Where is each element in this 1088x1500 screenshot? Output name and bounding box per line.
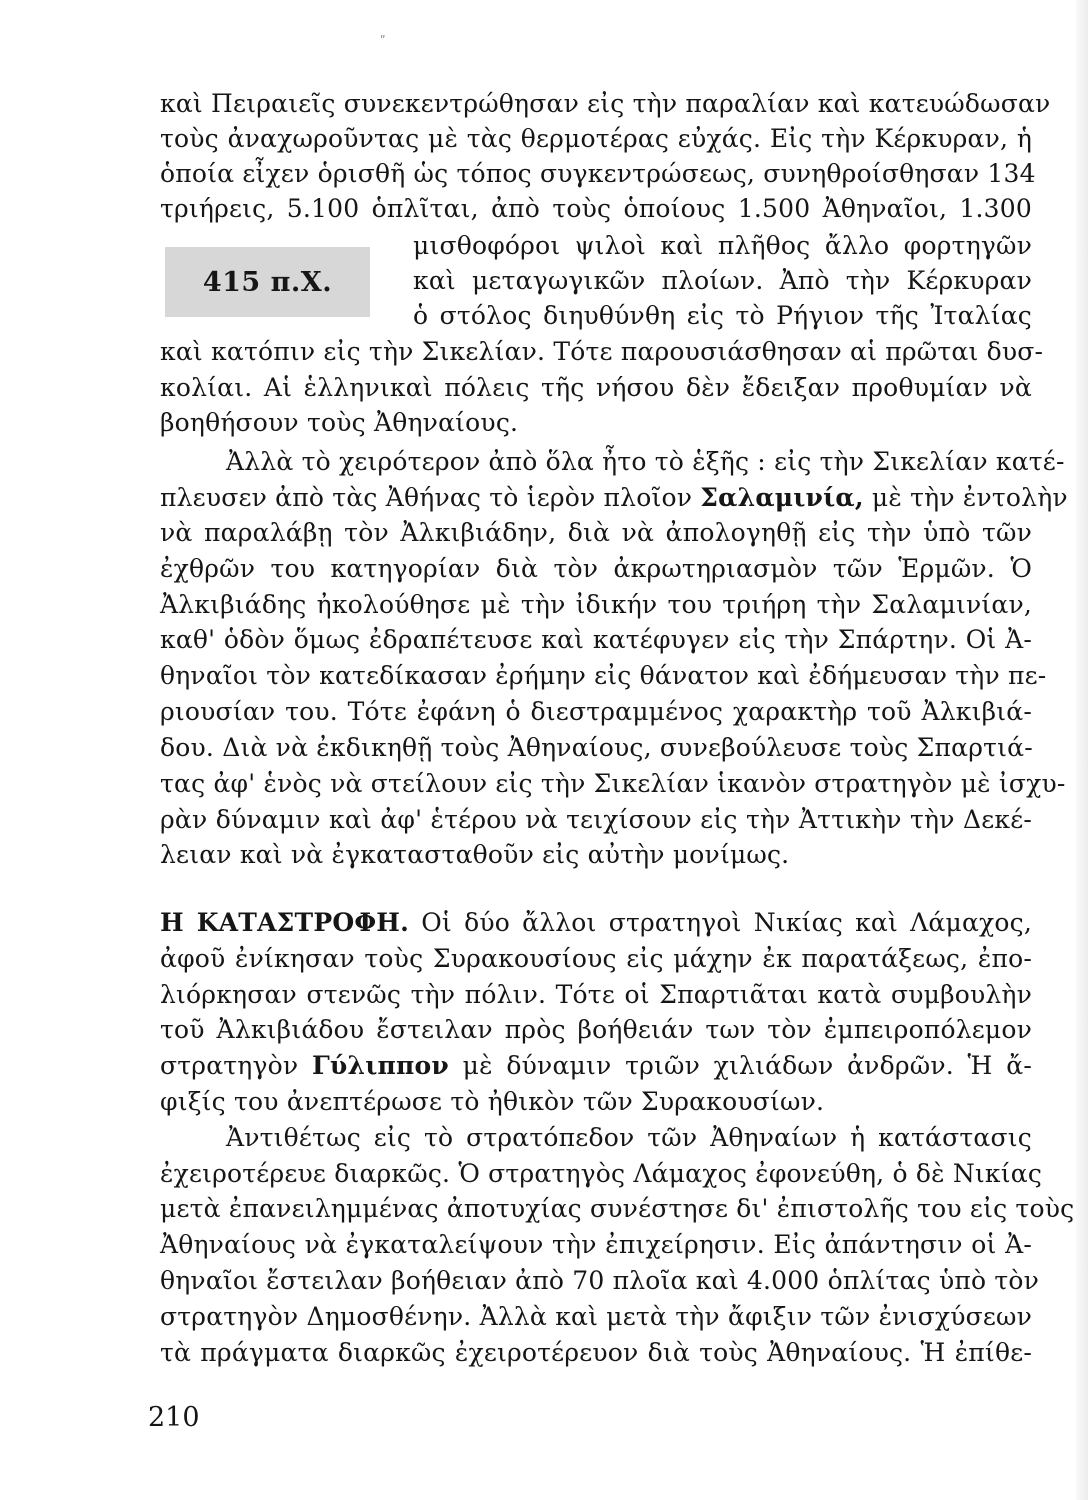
text-line-13: νὰ παραλάβῃ τὸν Ἀλκιβιάδην, διὰ νὰ ἀπολογηθῇ εἰς τὴν ὑπὸ τῶν — [160, 518, 1032, 547]
text-run: πλευσεν ἀπὸ τὰς Ἀθήνας τὸ ἱερὸν πλοῖον — [160, 483, 693, 512]
text-line-23 — [160, 907, 1032, 939]
text-line-15: Ἀλκιβιάδης ἠκολούθησε μὲ τὴν ἰδικήν του τριήρη τὴν Σαλαμινίαν, — [160, 590, 1032, 619]
margin-date-box — [165, 247, 370, 317]
text-line-34: στρατηγὸν Δημοσθένην. Ἀλλὰ καὶ μετὰ τὴν ἄφιξιν τῶν ἐνισχύσεων — [160, 1302, 1032, 1331]
text-line-27 — [160, 1050, 1032, 1082]
text-line-3: ὁποία εἶχεν ὁρισθῆ ὡς τόπος συγκεντρώσεως, συνηθροίσθησαν 134 — [160, 159, 1036, 188]
text-line-17: θηναῖοι τὸν κατεδίκασαν ἐρήμην εἰς θάνατον καὶ ἐδήμευσαν τὴν πε- — [160, 661, 1047, 690]
text-line-9: κολίαι. Αἱ ἑλληνικαὶ πόλεις τῆς νήσου δὲν ἔδειξαν προθυμίαν νὰ — [160, 373, 1032, 402]
margin-date: 415 π.Χ. — [202, 266, 333, 298]
text-line-1: καὶ Πειραιεῖς συνεκεντρώθησαν εἰς τὴν παραλίαν καὶ κατευώδωσαν — [160, 89, 1051, 118]
text-line-29: Ἀντιθέτως εἰς τὸ στρατόπεδον τῶν Ἀθηναίων ἡ κατάστασις — [226, 1123, 1032, 1152]
text-line-26: τοῦ Ἀλκιβιάδου ἔστειλαν πρὸς βοήθειάν των τὸν ἐμπειροπόλεμον — [160, 1015, 1032, 1044]
text-line-2: τοὺς ἀναχωροῦντας μὲ τὰς θερμοτέρας εὐχάς. Εἰς τὴν Κέρκυραν, ἡ — [160, 124, 1032, 153]
text-line-11: Ἀλλὰ τὸ χειρότερον ἀπὸ ὅλα ἦτο τὸ ἑξῆς : εἰς τὴν Σικελίαν κατέ- — [226, 447, 1065, 476]
page-number: 210 — [148, 1402, 200, 1433]
text-line-24: ἀφοῦ ἐνίκησαν τοὺς Συρακουσίους εἰς μάχην ἐκ παρατάξεως, ἐπο- — [160, 944, 1032, 973]
text-line-33: θηναῖοι ἔστειλαν βοήθειαν ἀπὸ 70 πλοῖα καὶ 4.000 ὁπλίτας ὑπὸ τὸν — [160, 1266, 1040, 1295]
text-line-31: μετὰ ἐπανειλημμένας ἀποτυχίας συνέστησε δι' ἐπιστολῆς του εἰς τοὺς — [160, 1194, 1075, 1223]
text-line-19: δου. Διὰ νὰ ἐκδικηθῇ τοὺς Ἀθηναίους, συνεβούλευσε τοὺς Σπαρτιά- — [160, 733, 1033, 762]
text-line-30: ἐχειροτέρευε διαρκῶς. Ὁ στρατηγὸς Λάμαχος ἐφονεύθη, ὁ δὲ Νικίας — [160, 1159, 1043, 1188]
text-line-7: ὁ στόλος διηυθύνθη εἰς τὸ Ρήγιον τῆς Ἰταλίας — [413, 301, 1032, 330]
text-line-28: φιξίς του ἀνεπτέρωσε τὸ ἠθικὸν τῶν Συρακουσίων. — [160, 1087, 825, 1116]
text-line-18: ριουσίαν του. Τότε ἐφάνη ὁ διεστραμμένος χαρακτὴρ τοῦ Ἀλκιβιά- — [160, 697, 1032, 726]
text-line-6: καὶ μεταγωγικῶν πλοίων. Ἀπὸ τὴν Κέρκυραν — [413, 266, 1032, 295]
text-line-10: βοηθήσουν τοὺς Ἀθηναίους. — [160, 408, 519, 437]
text-line-12 — [160, 482, 1068, 514]
text-run: μὲ δύναμιν τριῶν χιλιάδων ἀνδρῶν. Ἡ ἄ- — [462, 1051, 1032, 1080]
text-run: Οἱ δύο ἄλλοι στρατηγοὶ Νικίας καὶ Λάμαχος, — [421, 908, 1032, 937]
text-run: μὲ τὴν ἐντολὴν — [871, 483, 1068, 512]
text-line-35: τὰ πράγματα διαρκῶς ἐχειροτέρευον διὰ τοὺς Ἀθηναίους. Ἡ ἐπίθε- — [160, 1338, 1032, 1367]
text-line-14: ἐχθρῶν του κατηγορίαν διὰ τὸν ἀκρωτηριασμὸν τῶν Ἑρμῶν. Ὁ — [160, 554, 1032, 583]
text-line-25: λιόρκησαν στενῶς τὴν πόλιν. Τότε οἱ Σπαρτιᾶται κατὰ συμβουλὴν — [160, 980, 1032, 1009]
text-line-16: καθ' ὁδὸν ὅμως ἐδραπέτευσε καὶ κατέφυγεν εἰς τὴν Σπάρτην. Οἱ Ἀ- — [160, 625, 1032, 654]
ship-name-salaminia: Σαλαμινία, — [700, 483, 864, 512]
name-gylippos: Γύλιππον — [311, 1051, 449, 1080]
text-line-8: καὶ κατόπιν εἰς τὴν Σικελίαν. Τότε παρουσιάσθησαν αἱ πρῶται δυσ- — [160, 337, 1044, 366]
text-line-32: Ἀθηναίους νὰ ἐγκαταλείψουν τὴν ἐπιχείρησιν. Εἰς ἀπάντησιν οἱ Ἀ- — [160, 1230, 1032, 1259]
text-run: στρατηγὸν — [160, 1051, 299, 1080]
section-heading: Η ΚΑΤΑΣΤΡΟΦΗ. — [160, 908, 410, 937]
page-edge-shadow — [1076, 0, 1088, 1500]
print-speck: ʺ — [380, 34, 386, 48]
text-line-4: τριήρεις, 5.100 ὁπλῖται, ἀπὸ τοὺς ὁποίους 1.500 Ἀθηναῖοι, 1.300 — [160, 194, 1032, 223]
text-line-22: λειαν καὶ νὰ ἐγκατασταθοῦν εἰς αὐτὴν μονίμως. — [160, 840, 790, 869]
text-line-21: ρὰν δύναμιν καὶ ἀφ' ἑτέρου νὰ τειχίσουν εἰς τὴν Ἀττικὴν τὴν Δεκέ- — [160, 805, 1032, 834]
text-line-5: μισθοφόροι ψιλοὶ καὶ πλῆθος ἄλλο φορτηγῶν — [413, 231, 1032, 260]
text-line-20: τας ἀφ' ἑνὸς νὰ στείλουν εἰς τὴν Σικελίαν ἱκανὸν στρατηγὸν μὲ ἰσχυ- — [160, 769, 1066, 798]
